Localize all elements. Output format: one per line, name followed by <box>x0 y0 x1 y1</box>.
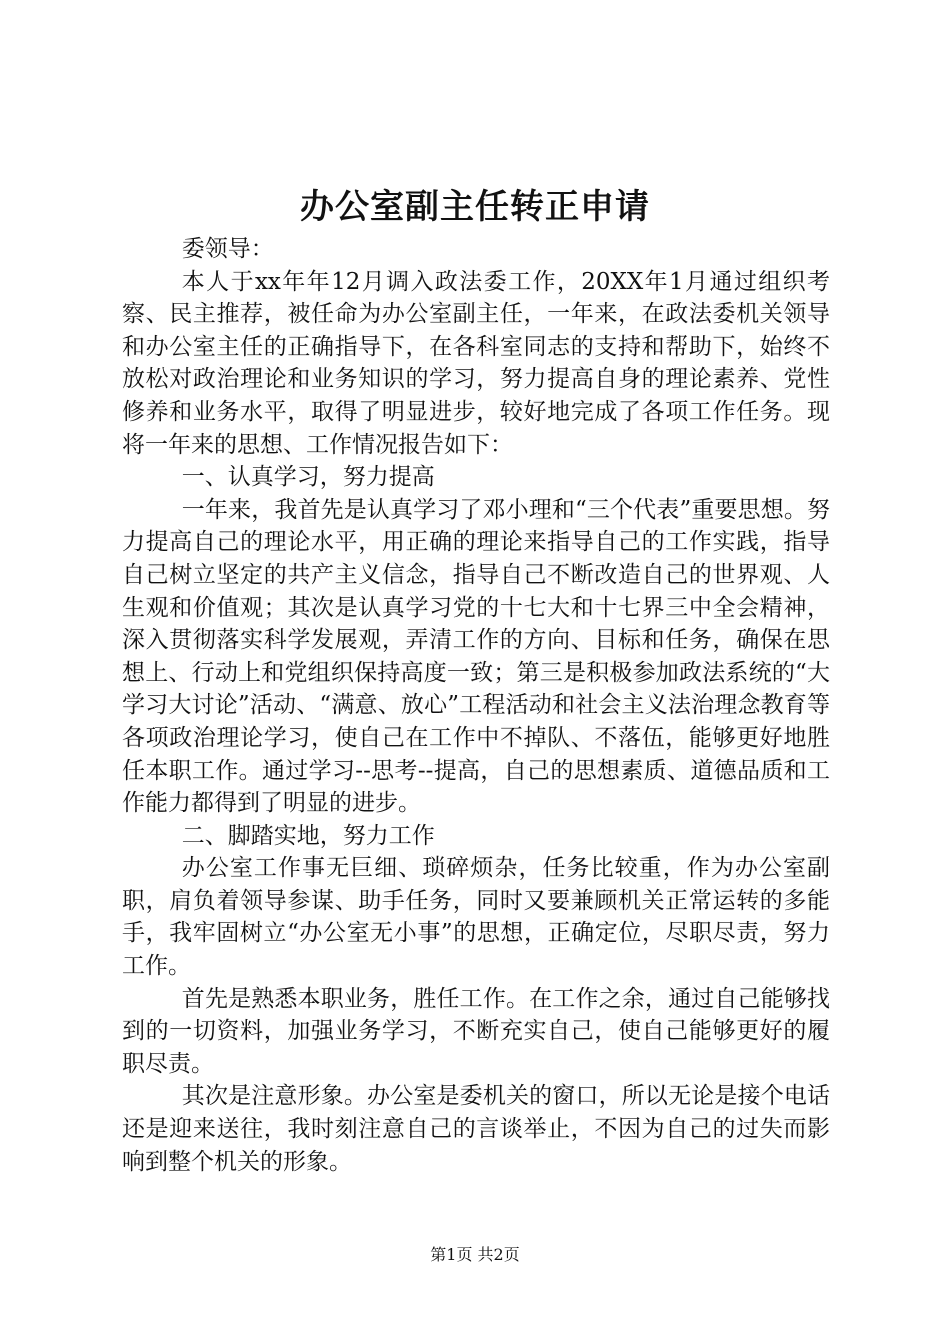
section-heading-1: 一、认真学习，努力提高 <box>181 464 435 491</box>
page-footer: 第1页 共2页 <box>430 1245 520 1264</box>
salutation: 委领导： <box>181 236 274 262</box>
section-1-paragraph: 一年来，我首先是认真学习了邓小理和“三个代表”重要思想。努力提高自己的理论水平，用正确的理论来指导自己的工作实践，指导自己树立坚定的共产主义信念，指导自己不断改造自己的世界观、人生观和价值观；其次是认真学习党的十七大和十七界三中全会精神，深入贯彻落实科学发展观，弄清工作的方向、目标和任务，确保在思想上、行动上和党组织保持高度一致；第三是积极参加政法系统的“大学习大讨论”活动、“满意、放心”工程活动和社会主义法治理念教育等各项政治理论学习，使自己在工作中不掉队、不落伍，能够更好地胜任本职工作。通过学习--思考--提高，自己的思想素质、道德品质和工作能力都得到了明显的进步。 <box>122 496 830 817</box>
document-title: 办公室副主任转正申请 <box>300 187 650 227</box>
section-2-point-2: 其次是注意形象。办公室是委机关的窗口，所以无论是接个电话还是迎来送往，我时刻注意自己的言谈举止，不因为自己的过失而影响到整个机关的形象。 <box>122 1083 830 1175</box>
document-body <box>122 233 830 1178</box>
section-2-paragraph: 办公室工作事无巨细、琐碎烦杂，任务比较重，作为办公室副职，肩负着领导参谋、助手任务，同时又要兼顾机关正常运转的多能手，我牢固树立“办公室无小事”的思想，正确定位，尽职尽责，努力工作。 <box>122 855 830 980</box>
section-heading-2: 二、脚踏实地，努力工作 <box>181 822 435 849</box>
intro-paragraph: 本人于xx年年12月调入政法委工作，20XX年1月通过组织考察、民主推荐，被任命为办公室副主任，一年来，在政法委机关领导和办公室主任的正确指导下，在各科室同志的支持和帮助下，始终不放松对政治理论和业务知识的学习，努力提高自身的理论素养、党性修养和业务水平，取得了明显进步，较好地完成了各项工作任务。现将一年来的思想、工作情况报告如下： <box>122 268 830 458</box>
section-2-point-1: 首先是熟悉本职业务，胜任工作。在工作之余，通过自己能够找到的一切资料，加强业务学习，不断充实自己，使自己能够更好的履职尽责。 <box>122 985 830 1077</box>
